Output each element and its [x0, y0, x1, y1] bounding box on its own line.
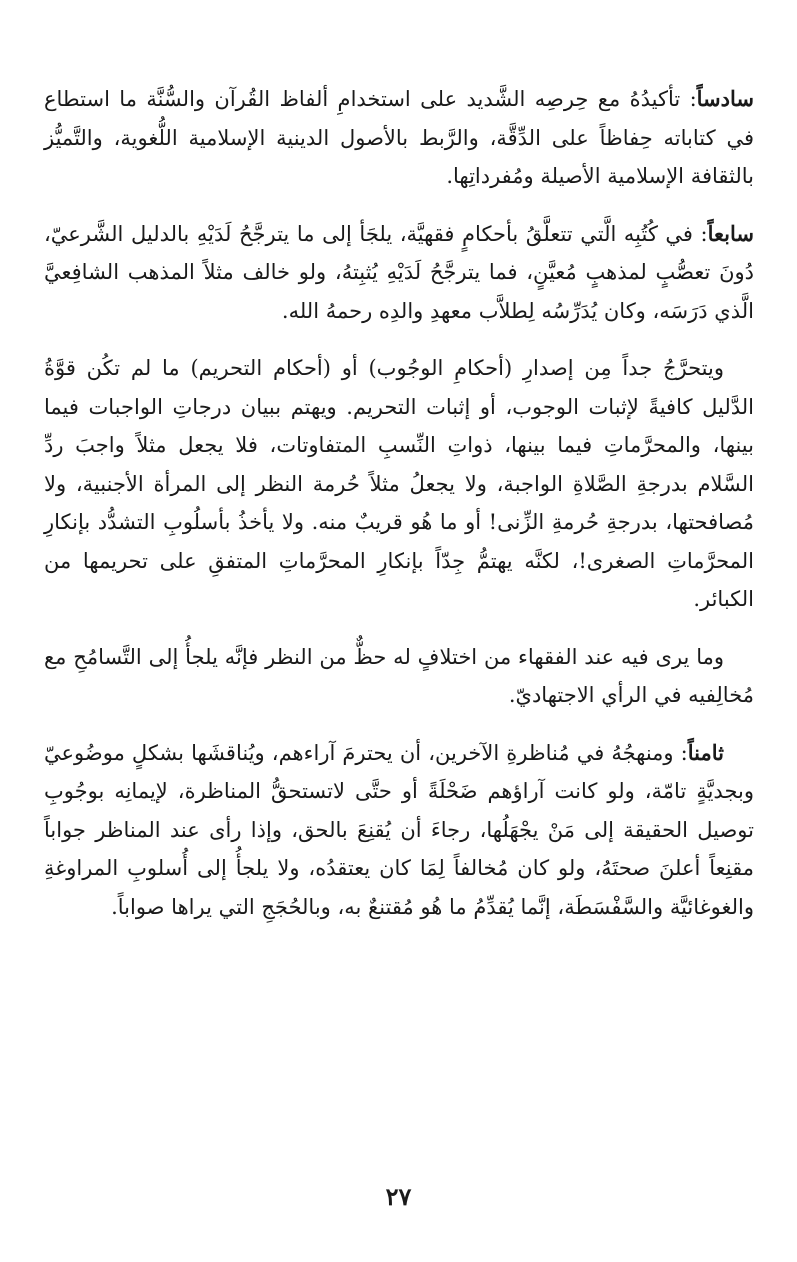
- paragraph-eighth: [44, 734, 754, 927]
- paragraph-sixth: [44, 80, 754, 196]
- page-number: ٢٧: [385, 1182, 412, 1211]
- paragraph-lead: سابعاً: [707, 220, 754, 246]
- page-body: [44, 80, 754, 945]
- paragraph-lead: ثامناً: [687, 739, 724, 765]
- paragraph-text: ويتحرَّجُ جداً مِن إصدارِ (أحكامِ الوجُوب) أو (أحكام التحريم) ما لم تكُن قوَّةُ الدَّليل كافيةً لإثبات الوجوب، أو إثبات التحريم. ويهتم ببيان درجاتِ الواجبات فيما بينها، والمحرَّماتِ فيما بينها، ذواتِ النِّسبِ المتفاوتات، فلا يجعل مثلاً واجبَ ردِّ السَّلام بدرجةِ الصَّلاةِ الواجبة، ولا يجعلُ مثلاً حُرمة النظر إلى المرأة الأجنبية، ولا مُصافحتها، بدرجةِ حُرمةِ الزِّنى! أو ما هُو قريبٌ منه. ولا يأخذُ بأسلُوبِ التشدُّد بإنكارِ المحرَّماتِ الصغرى!، لكنَّه يهتمُّ جِدّاً بإنكارِ المحرَّماتِ المتفقِ على تحريمها من الكبائر.: [44, 356, 754, 611]
- paragraph-lead: سادساً: [696, 86, 754, 111]
- paragraph-rulings: [44, 349, 754, 619]
- paragraph-text: : في كُتُبِه الَّتي تتعلَّقُ بأحكامٍ فقهيَّة، يلجَأ إلى ما يترجَّحُ لَدَيْهِ بالدليل الشَّرعيّ، دُونَ تعصُّبٍ لمذهبٍ مُعيَّنٍ، فما يترجَّحُ لَدَيْهِ يُثبِتهُ، ولو خالف مثلاً المذهب الشافِعيَّ الَّذي دَرَسَه، وكان يُدَرِّسُه لِطلاَّب معهدِ والدِه رحمهُ الله.: [44, 221, 754, 323]
- paragraph-seventh: [44, 215, 754, 331]
- paragraph-text: : ومنهجُهُ في مُناظرةِ الآخرين، أن يحترمَ آراءهم، ويُناقشَها بشكلٍ موضُوعيّ وبجديَّةٍ تامّة، ولو كانت آراؤهم ضَحْلَةً أو حتَّى لاتستحقُّ المناظرة، لإيمانِه بوجُوبِ توصيل الحقيقة إلى مَنْ يجْهَلُها، رجاءَ أن يُقنِعَ بالحق، وإذا رأى عند المناظر جواباً مقنِعاً أعلنَ صحتَهُ، ولو كان مُخالفاً لِمَا كان يعتقدُه، ولا يلجأُ إلى أُسلوبِ المراوغةِ والغوغائيَّة والسَّفْسَطَة، إنَّما يُقدِّمُ ما هُو مُقتنعٌ به، وبالحُجَجِ التي يراها صواباً.: [44, 740, 754, 919]
- paragraph-text: : تأكيدُهُ مع حِرصِه الشَّديد على استخدامِ ألفاظ القُرآن والسُّنَّة ما استطاع في كتاباته حِفاظاً على الدِّقَّة، والرَّبط بالأصول الدينية الإسلامية اللُّغوية، والتَّميُّز بالثقافة الإسلامية الأصيلة ومُفرداتِها.: [44, 87, 754, 188]
- paragraph-tolerance: [44, 638, 754, 715]
- paragraph-text: وما يرى فيه عند الفقهاء من اختلافٍ له حظٌّ من النظر فإنَّه يلجأُ إلى التَّسامُحِ مع مُخالِفيه في الرأي الاجتهاديّ.: [44, 644, 754, 707]
